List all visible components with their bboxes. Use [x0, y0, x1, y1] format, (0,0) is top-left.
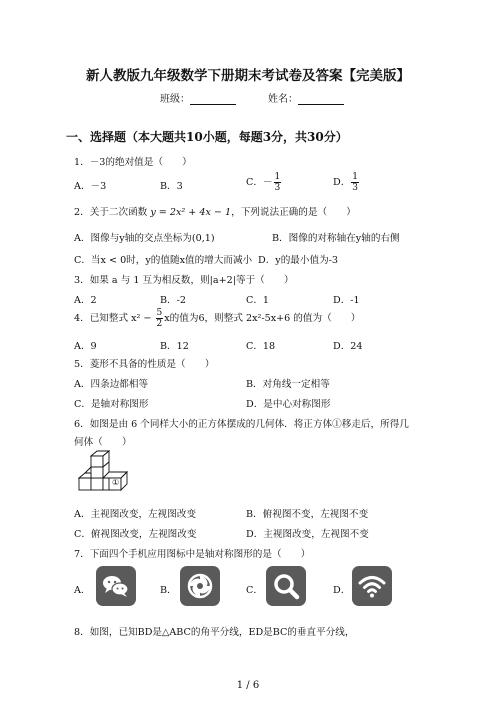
question-8-stem: 8．如图，已知BD是△ABC的角平分线，ED是BC的垂直平分线， — [74, 627, 355, 638]
class-blank — [190, 93, 236, 105]
cube-1-label: ① — [112, 478, 120, 487]
q6-option-a: A．主视图改变，左视图改变 — [74, 509, 197, 520]
q2-option-d: D．y的最小值为-3 — [258, 255, 339, 266]
q7-option-a: A． — [74, 585, 91, 596]
q5-option-d: D．是中心对称图形 — [246, 399, 331, 410]
q1-option-c: C．－ $\frac{1}{3}$ — [246, 172, 281, 193]
question-6-stem-line2: 何体（ ） — [74, 437, 132, 448]
q4-option-a: A．9 — [74, 341, 97, 352]
q2-option-b: B．图像的对称轴在y轴的右侧 — [272, 233, 400, 244]
q1-option-a: A．－3 — [74, 181, 107, 192]
question-6-stem-line1: 6．如图是由 6 个同样大小的正方体摆成的几何体．将正方体①移走后，所得几 — [74, 419, 409, 430]
q3-option-b: B．-2 — [160, 295, 186, 306]
q7-option-c: C． — [246, 585, 263, 596]
q6-option-d: D．主视图改变，左视图不变 — [246, 529, 369, 540]
page-number: 1 / 6 — [236, 680, 260, 691]
q4-option-d: D．24 — [333, 341, 363, 352]
cube-figure — [74, 450, 134, 500]
class-label: 班级： — [160, 94, 190, 105]
q7-option-d: D． — [333, 585, 351, 596]
name-field — [268, 90, 344, 105]
q4-option-c: C．18 — [246, 341, 276, 352]
document-title: 新人教版九年级数学下册期末考试卷及答案【完美版】 — [86, 68, 410, 84]
q1-option-d: D． $\frac{1}{3}$ — [333, 172, 359, 193]
q7-option-b: B． — [160, 585, 177, 596]
question-3-stem: 3．如果 a 与 1 互为相反数，则|a+2|等于（ ） — [74, 275, 294, 286]
q3-option-d: D．-1 — [333, 295, 360, 306]
question-4-stem: 4．已知整式 x² − $\frac{5}{2}$ x的值为6，则整式 2x²-5x+6 的值为（ ） — [74, 308, 361, 329]
class-field — [160, 90, 236, 105]
question-1-stem: 1．－3的绝对值是（ ） — [74, 157, 192, 168]
q3-option-c: C．1 — [246, 295, 270, 306]
q2-option-c: C．当x < 0时，y的值随x值的增大而减小 — [74, 255, 253, 266]
wechat-icon — [96, 566, 136, 606]
question-7-stem: 7．下面四个手机应用图标中是轴对称图形的是（ ） — [74, 549, 311, 560]
q5-option-b: B．对角线一定相等 — [246, 379, 330, 390]
swirl-icon — [180, 566, 220, 606]
q5-option-a: A．四条边都相等 — [74, 379, 149, 390]
question-2-stem: 2．关于二次函数 y = 2x² + 4x − 1，下列说法正确的是（ ） — [74, 207, 356, 218]
wifi-icon — [352, 566, 392, 606]
q3-option-a: A．2 — [74, 295, 97, 306]
q2-option-a: A．图像与y轴的交点坐标为(0,1) — [74, 233, 215, 244]
q4-option-b: B．12 — [160, 341, 189, 352]
q5-option-c: C．是轴对称图形 — [74, 399, 149, 410]
q1-option-b: B．3 — [160, 181, 183, 192]
question-5-stem: 5．菱形不具备的性质是（ ） — [74, 359, 215, 370]
name-label: 姓名： — [268, 94, 298, 105]
q6-option-c: C．俯视图改变，左视图改变 — [74, 529, 197, 540]
section-heading: 一、选择题（本大题共10小题，每题3分，共30分） — [66, 130, 348, 144]
q6-option-b: B．俯视图不变，左视图不变 — [246, 509, 369, 520]
magnifier-icon — [266, 566, 306, 606]
name-blank — [298, 93, 344, 105]
